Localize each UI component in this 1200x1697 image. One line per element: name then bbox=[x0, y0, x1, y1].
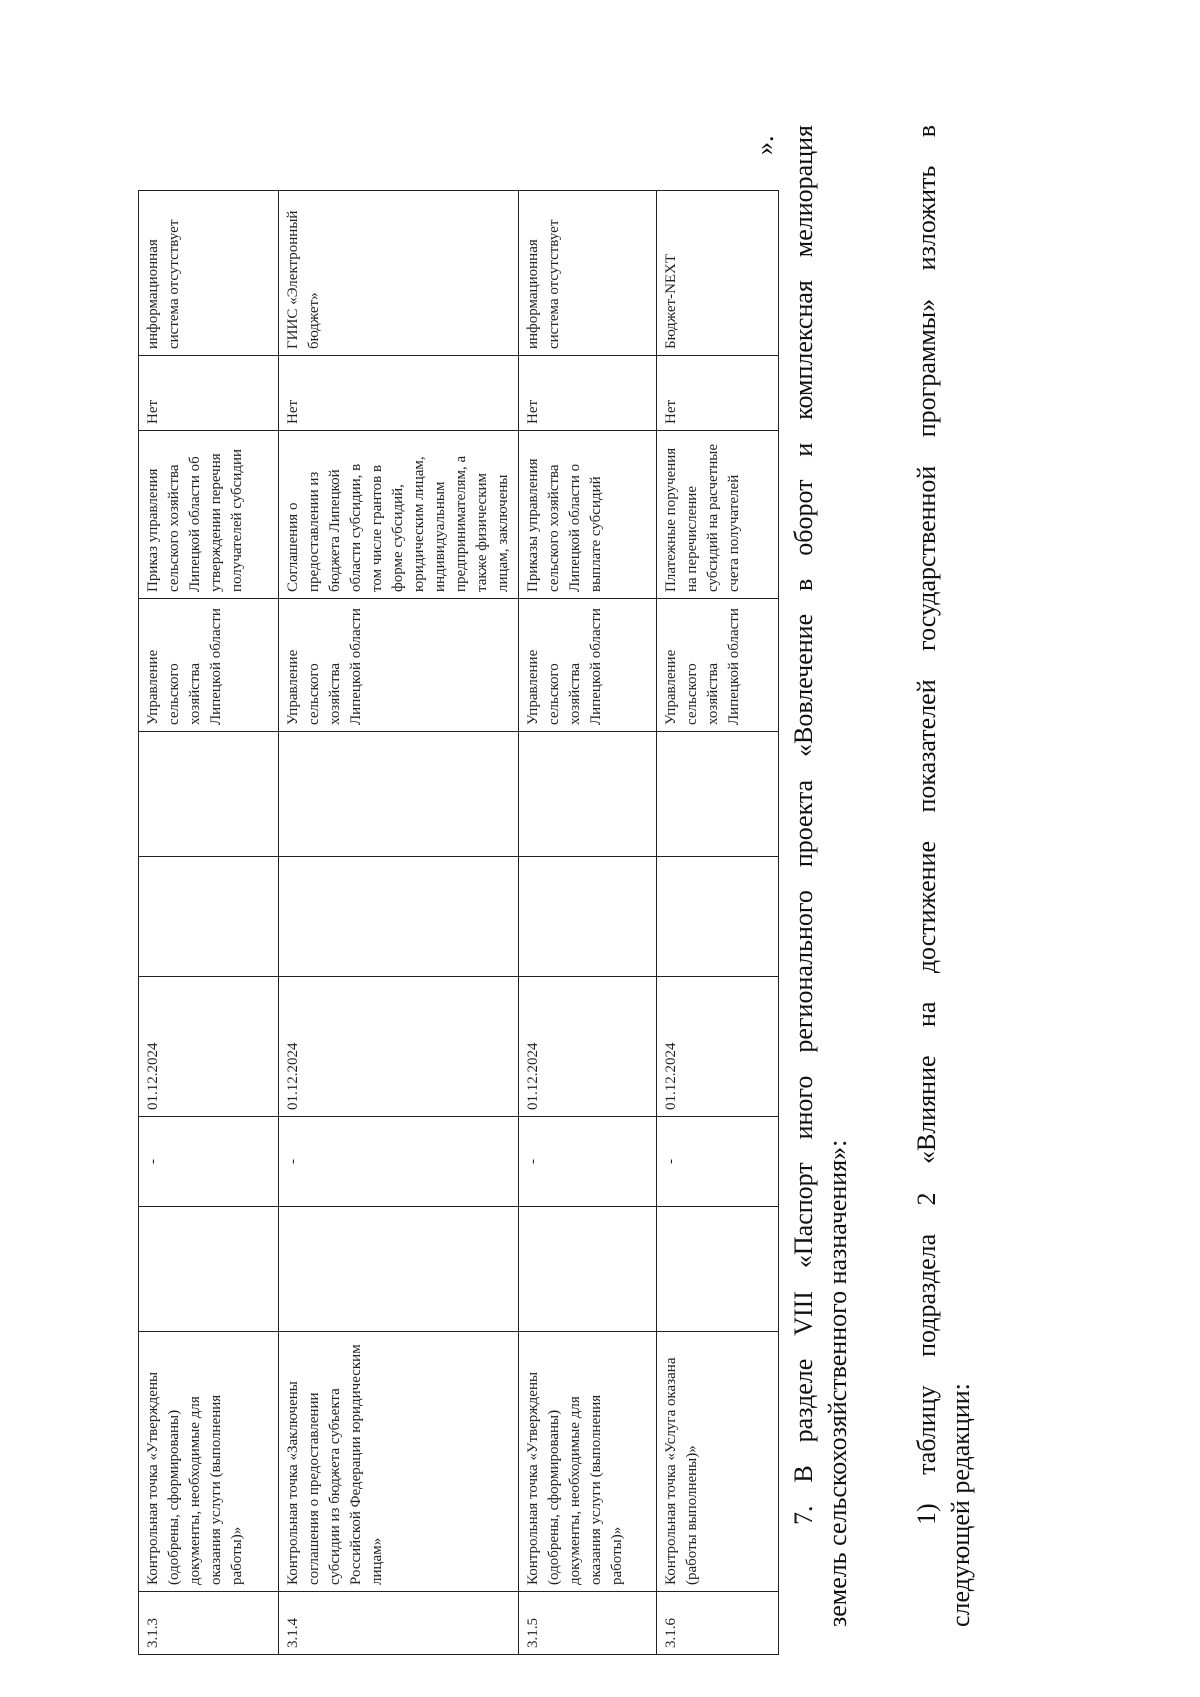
characteristic-cell bbox=[139, 732, 279, 857]
document-page bbox=[15, 65, 1155, 1665]
start-date-cell: - bbox=[279, 1117, 519, 1207]
information-system: ГИИС «Электронный бюджет» bbox=[279, 191, 519, 356]
confirming-document: Приказы управления сельского хозяйства Липецкой области о выплате субсидий bbox=[519, 431, 657, 599]
end-date-cell: 01.12.2024 bbox=[519, 977, 657, 1117]
base-value-cell bbox=[139, 1207, 279, 1332]
paragraph-7-line-2: земель сельскохозяйственного назначения»: bbox=[823, 1139, 852, 1627]
responsible-executor: Управление сельского хозяйства Липецкой области bbox=[139, 599, 279, 732]
responsible-executor: Управление сельского хозяйства Липецкой области bbox=[279, 599, 519, 732]
approval-level: Нет bbox=[139, 356, 279, 431]
type-cell bbox=[519, 857, 657, 977]
table-row bbox=[657, 191, 779, 1655]
table-row bbox=[139, 191, 279, 1655]
row-number: 3.1.3 bbox=[139, 1592, 279, 1655]
information-system: Бюджет-NEXT bbox=[657, 191, 779, 356]
information-system: информационная система отсутствует bbox=[519, 191, 657, 356]
characteristic-cell bbox=[657, 732, 779, 857]
row-number: 3.1.5 bbox=[519, 1592, 657, 1655]
paragraph-7-line-1: 7. В разделе VIII «Паспорт иного регионального проекта «Вовлечение в оборот и комплексная мелиорация bbox=[789, 125, 818, 1525]
end-date-cell: 01.12.2024 bbox=[279, 977, 519, 1117]
base-value-cell bbox=[519, 1207, 657, 1332]
control-point-name: Контрольная точка «Заключены соглашения о предоставлении субсидии из бюджета субъекта Российской Федерации юридическим лицам» bbox=[279, 1332, 519, 1592]
confirming-document: Соглашения о предоставлении из бюджета Липецкой области субсидии, в том числе грантов в форме субсидий, юридическим лицам, индивидуальным предпринимателям, а также физическим лицам, заключены bbox=[279, 431, 519, 599]
approval-level: Нет bbox=[279, 356, 519, 431]
approval-level: Нет bbox=[519, 356, 657, 431]
control-point-name: Контрольная точка «Утверждены (одобрены, сформированы) документы, необходимые для оказания услуги (выполнения работы)» bbox=[519, 1332, 657, 1592]
start-date-cell: - bbox=[139, 1117, 279, 1207]
control-point-name: Контрольная точка «Услуга оказана (работы выполнены)» bbox=[657, 1332, 779, 1592]
start-date-cell: - bbox=[519, 1117, 657, 1207]
responsible-executor: Управление сельского хозяйства Липецкой области bbox=[519, 599, 657, 732]
confirming-document: Платежные поручения на перечисление субсидий на расчетные счета получателей bbox=[657, 431, 779, 599]
row-number: 3.1.6 bbox=[657, 1592, 779, 1655]
type-cell bbox=[139, 857, 279, 977]
table-row bbox=[279, 191, 519, 1655]
characteristic-cell bbox=[279, 732, 519, 857]
subparagraph-1-line-2: следующей редакции: bbox=[946, 1383, 975, 1627]
type-cell bbox=[657, 857, 779, 977]
base-value-cell bbox=[279, 1207, 519, 1332]
closing-quote: ». bbox=[750, 135, 779, 155]
responsible-executor: Управление сельского хозяйства Липецкой области bbox=[657, 599, 779, 732]
control-point-name: Контрольная точка «Утверждены (одобрены, сформированы) документы, необходимые для оказания услуги (выполнения работы)» bbox=[139, 1332, 279, 1592]
table-row bbox=[519, 191, 657, 1655]
information-system: информационная система отсутствует bbox=[139, 191, 279, 356]
row-number: 3.1.4 bbox=[279, 1592, 519, 1655]
characteristic-cell bbox=[519, 732, 657, 857]
base-value-cell bbox=[657, 1207, 779, 1332]
end-date-cell: 01.12.2024 bbox=[657, 977, 779, 1117]
table-body bbox=[139, 191, 779, 1655]
start-date-cell: - bbox=[657, 1117, 779, 1207]
type-cell bbox=[279, 857, 519, 977]
confirming-document: Приказ управления сельского хозяйства Липецкой области об утверждении перечня получателей субсидии bbox=[139, 431, 279, 599]
end-date-cell: 01.12.2024 bbox=[139, 977, 279, 1117]
subparagraph-1-line-1: 1) таблицу подраздела 2 «Влияние на достижение показателей государственной программы» изложить в bbox=[912, 125, 941, 1525]
control-points-table bbox=[138, 190, 779, 1655]
approval-level: Нет bbox=[657, 356, 779, 431]
